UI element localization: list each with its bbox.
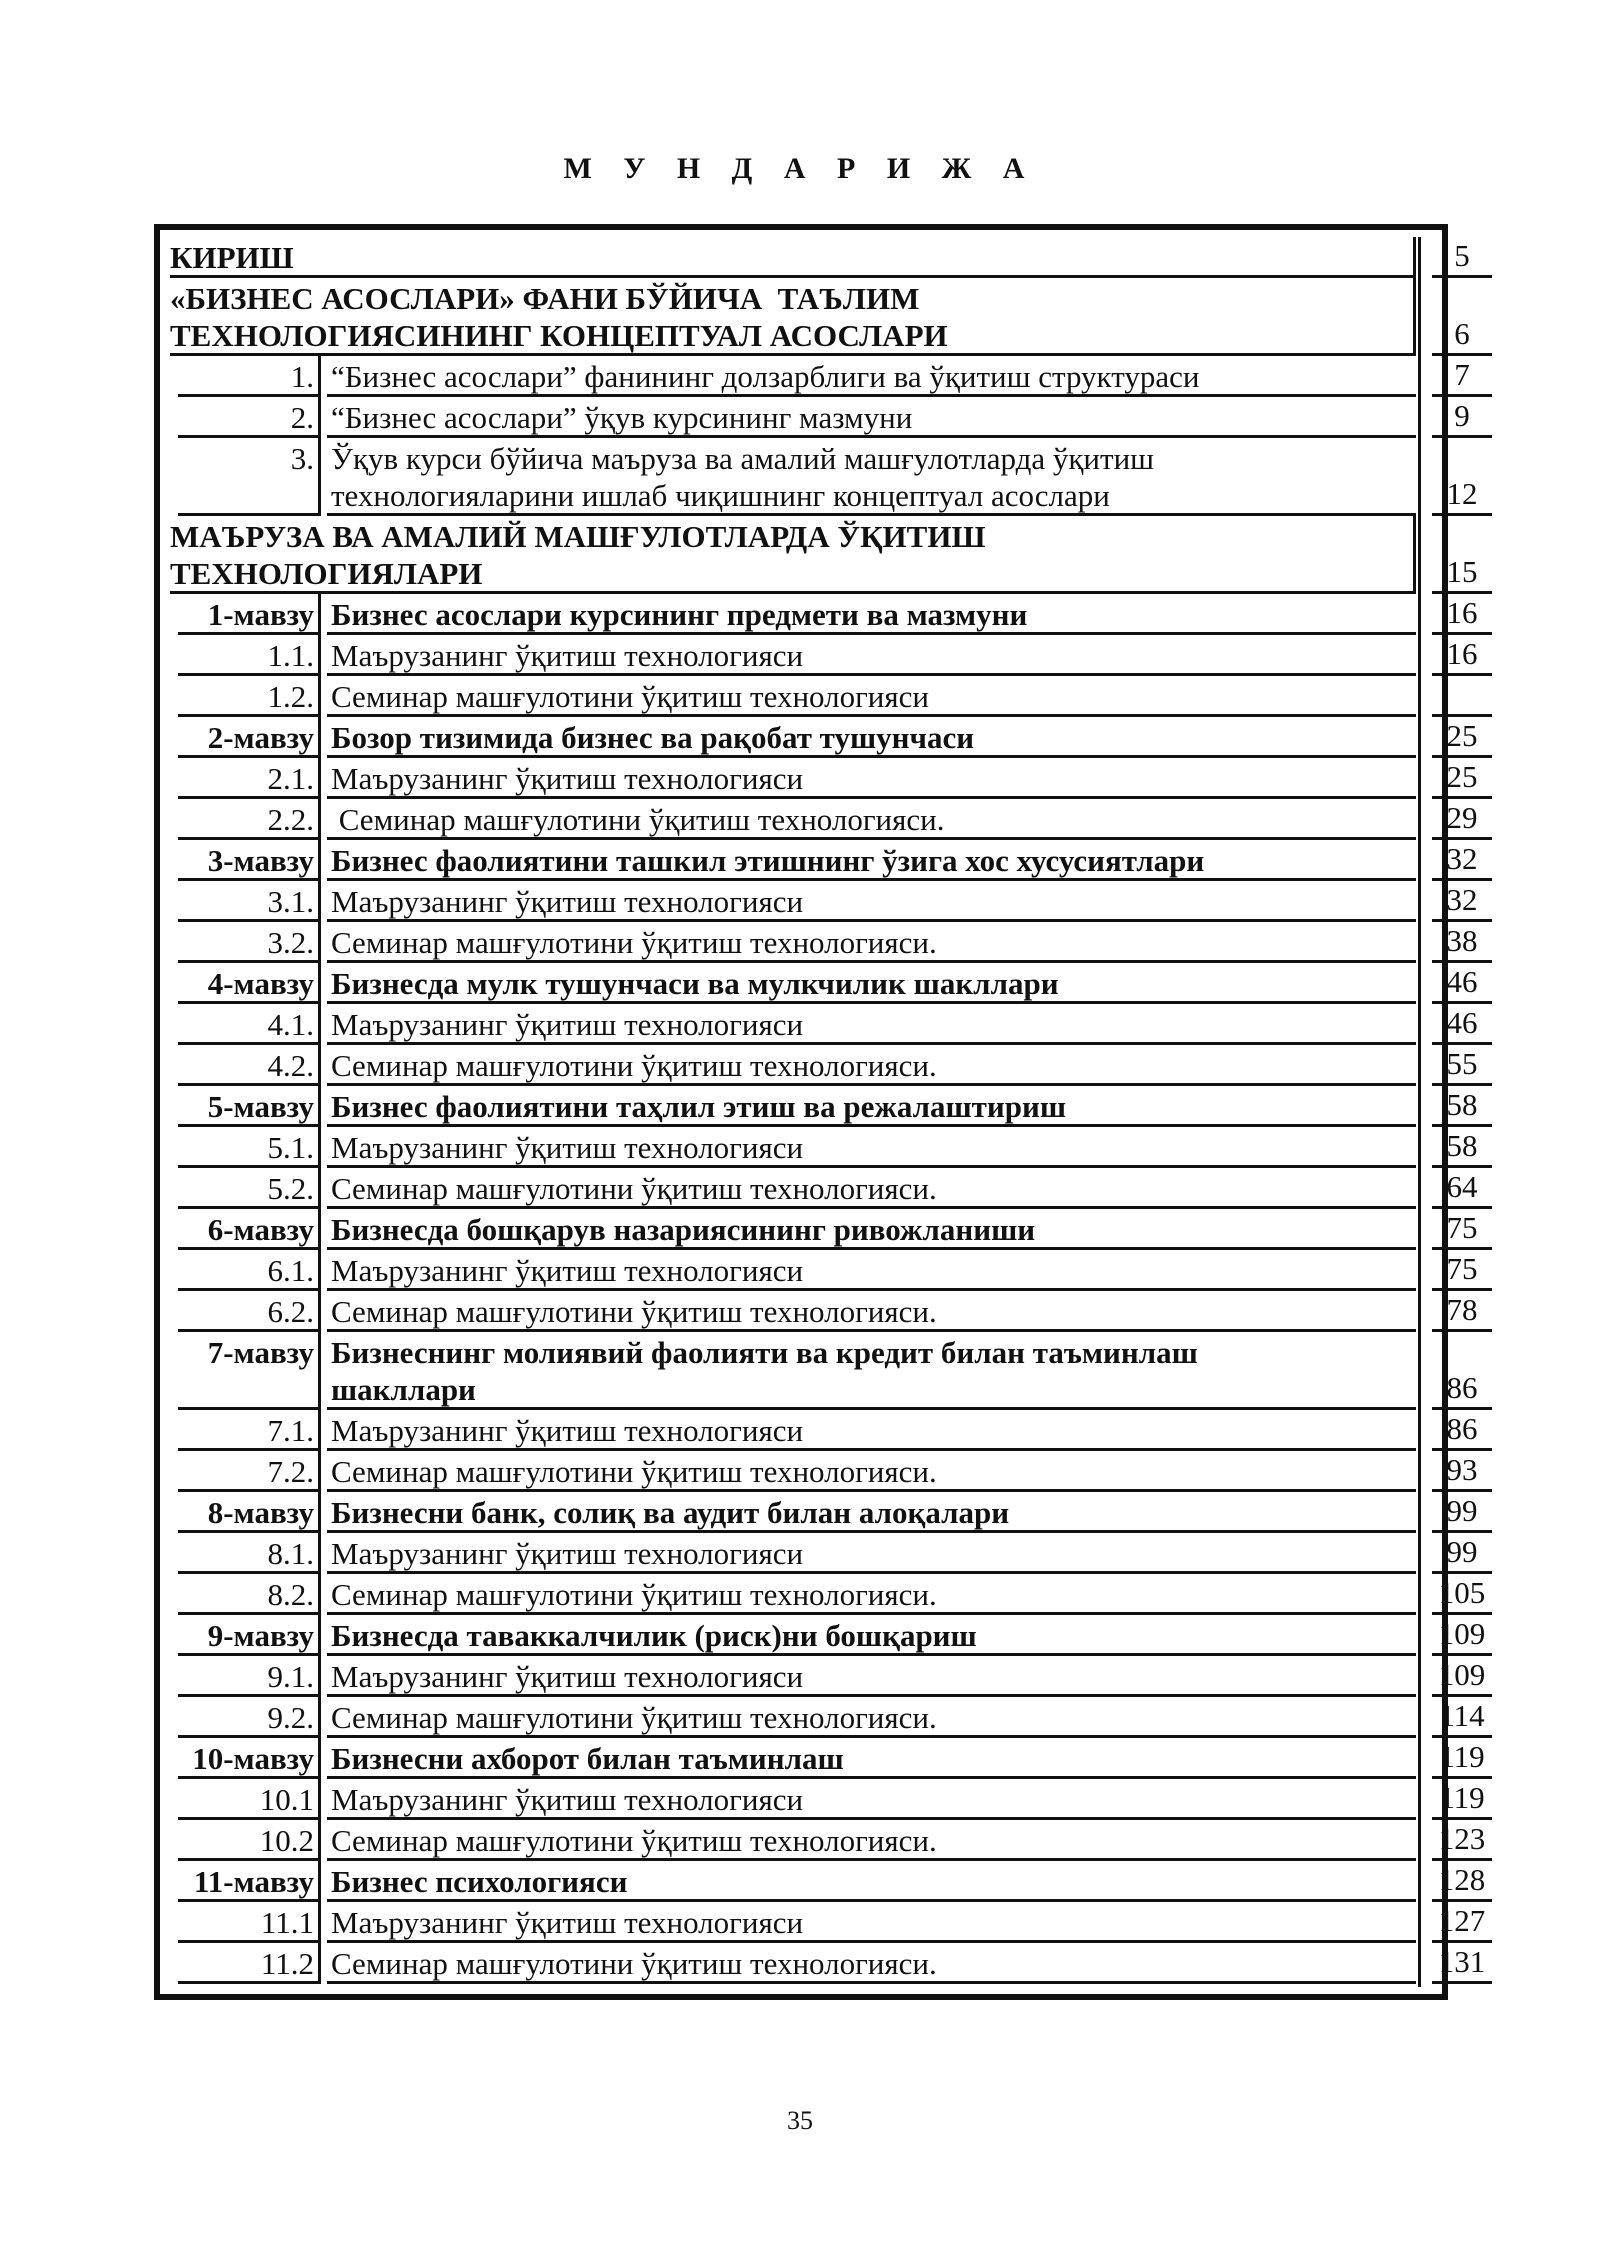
toc-entry-title bbox=[327, 799, 1416, 840]
toc-entry-page: 86 bbox=[1432, 1332, 1492, 1410]
toc-entry-title-line: Маърузанинг ўқитиш технологияси bbox=[331, 761, 804, 796]
toc-entry-title-line: Маърузанинг ўқитиш технологияси bbox=[331, 1007, 804, 1042]
toc-entry-page: 99 bbox=[1432, 1533, 1492, 1574]
toc-item-row bbox=[170, 1127, 1478, 1168]
toc-item-row bbox=[170, 1574, 1486, 1615]
toc-entry-title-line: “Бизнес асослари” ўқув курсининг мазмуни bbox=[331, 400, 913, 435]
toc-entry-number: 7.2. bbox=[178, 1451, 321, 1492]
toc-topic-row bbox=[170, 1738, 1485, 1779]
toc-entry-title-line: Ўқув курси бўйича маъруза ва амалий машғулотларда ўқитиш bbox=[331, 441, 1155, 476]
toc-entry-page: 7 bbox=[1432, 356, 1492, 397]
toc-entry-page: 86 bbox=[1432, 1410, 1492, 1451]
toc-entry-page: 46 bbox=[1432, 963, 1492, 1004]
toc-entry-title bbox=[327, 758, 1416, 799]
toc-entry-title-line: технологияларини ишлаб чиқишнинг концептуал асослари bbox=[331, 478, 1110, 513]
toc-entry-title bbox=[327, 717, 1416, 758]
toc-entry-number: 9-мавзу bbox=[178, 1615, 321, 1656]
toc-section-row bbox=[170, 278, 1470, 356]
toc-entry-title bbox=[170, 237, 1416, 278]
toc-entry-page: 123 bbox=[1432, 1820, 1492, 1861]
toc-entry-title bbox=[170, 278, 1416, 356]
toc-entry-title bbox=[327, 397, 1416, 438]
toc-section-row bbox=[170, 516, 1478, 594]
toc-entry-title bbox=[327, 1127, 1416, 1168]
toc-entry-title bbox=[327, 1779, 1416, 1820]
toc-entry-title bbox=[327, 1615, 1416, 1656]
toc-entry-page: 75 bbox=[1432, 1209, 1492, 1250]
toc-item-row bbox=[170, 1451, 1478, 1492]
toc-entry-title-line: Маърузанинг ўқитиш технологияси bbox=[331, 884, 804, 919]
toc-entry-title bbox=[327, 881, 1416, 922]
toc-entry-title bbox=[327, 1492, 1416, 1533]
toc-entry-title bbox=[327, 1209, 1416, 1250]
toc-entry-title bbox=[327, 438, 1416, 516]
toc-entry-title bbox=[327, 1861, 1416, 1902]
toc-entry-page: 15 bbox=[1432, 516, 1492, 594]
page-number: 35 bbox=[787, 2106, 813, 2135]
toc-item-row bbox=[170, 1410, 1478, 1451]
toc-item-row bbox=[170, 922, 1478, 963]
toc-entry-number: 2.2. bbox=[178, 799, 321, 840]
toc-entry-page: 127 bbox=[1432, 1902, 1492, 1943]
toc-entry-page: 99 bbox=[1432, 1492, 1492, 1533]
toc-entry-page: 6 bbox=[1432, 278, 1492, 356]
toc-entry-page: 75 bbox=[1432, 1250, 1492, 1291]
toc-item-row bbox=[170, 397, 1470, 438]
toc-topic-row bbox=[170, 1861, 1486, 1902]
toc-entry-title bbox=[327, 1451, 1416, 1492]
toc-entry-title-line: Маърузанинг ўқитиш технологияси bbox=[331, 1130, 804, 1165]
toc-table bbox=[170, 237, 1486, 1987]
toc-entry-page: 5 bbox=[1432, 237, 1492, 278]
toc-entry-number: 1. bbox=[178, 356, 321, 397]
toc-entry-title bbox=[327, 1902, 1416, 1943]
toc-entry-number: 8.1. bbox=[178, 1533, 321, 1574]
table-of-contents bbox=[154, 224, 1486, 2000]
toc-item-row bbox=[170, 1291, 1478, 1332]
toc-entry-page: 109 bbox=[1432, 1615, 1492, 1656]
toc-entry-number: 8.2. bbox=[178, 1574, 321, 1615]
toc-entry-page: 32 bbox=[1432, 881, 1492, 922]
toc-item-row bbox=[170, 799, 1478, 840]
toc-entry-number: 3.2. bbox=[178, 922, 321, 963]
toc-entry-title bbox=[327, 1332, 1416, 1410]
toc-entry-number: 4-мавзу bbox=[178, 963, 321, 1004]
toc-entry-title bbox=[327, 356, 1416, 397]
toc-entry-page: 78 bbox=[1432, 1291, 1492, 1332]
toc-entry-number: 3.1. bbox=[178, 881, 321, 922]
toc-entry-title-line: Семинар машғулотини ўқитиш технологияси. bbox=[331, 1700, 937, 1735]
toc-entry-page: 46 bbox=[1432, 1004, 1492, 1045]
toc-entry-page: 29 bbox=[1432, 799, 1492, 840]
toc-entry-title-line: Бизнесни ахборот билан таъминлаш bbox=[331, 1741, 844, 1776]
toc-entry-title bbox=[327, 1533, 1416, 1574]
toc-entry-title-line: Семинар машғулотини ўқитиш технологияси. bbox=[331, 1823, 937, 1858]
toc-entry-page: 58 bbox=[1432, 1086, 1492, 1127]
page-column-divider bbox=[1418, 237, 1421, 1987]
toc-entry-number: 10.1 bbox=[178, 1779, 321, 1820]
toc-entry-title-line: “Бизнес асослари” фанининг долзарблиги ва ўқитиш структураси bbox=[331, 359, 1200, 394]
toc-entry-title-line: шакллари bbox=[331, 1372, 476, 1407]
toc-entry-page: 128 bbox=[1432, 1861, 1492, 1902]
toc-entry-page bbox=[1432, 676, 1492, 717]
toc-entry-title-line: Маърузанинг ўқитиш технологияси bbox=[331, 638, 804, 673]
toc-entry-title-line: Маърузанинг ўқитиш технологияси bbox=[331, 1413, 804, 1448]
toc-entry-title-line: Бизнес фаолиятини ташкил этишнинг ўзига хос хусусиятлари bbox=[331, 843, 1205, 878]
toc-entry-title-line: Бизнес психологияси bbox=[331, 1864, 628, 1899]
toc-entry-title-line: Семинар машғулотини ўқитиш технологияси. bbox=[331, 1454, 937, 1489]
toc-entry-number: 9.1. bbox=[178, 1656, 321, 1697]
page-title: М У Н Д А Р И Ж А bbox=[563, 152, 1037, 185]
toc-entry-number: 6.1. bbox=[178, 1250, 321, 1291]
toc-entry-title bbox=[327, 1168, 1416, 1209]
toc-item-row bbox=[170, 881, 1478, 922]
toc-item-row bbox=[170, 635, 1478, 676]
toc-entry-title bbox=[327, 1943, 1416, 1984]
toc-entry-number: 8-мавзу bbox=[178, 1492, 321, 1533]
toc-entry-page: 25 bbox=[1432, 717, 1492, 758]
toc-entry-title-line: Бизнеснинг молиявий фаолияти ва кредит билан таъминлаш bbox=[331, 1335, 1198, 1370]
toc-entry-number: 11.1 bbox=[178, 1902, 321, 1943]
toc-entry-number: 6-мавзу bbox=[178, 1209, 321, 1250]
toc-entry-title bbox=[327, 840, 1416, 881]
toc-entry-title-line: Бозор тизимида бизнес ва рақобат тушунчаси bbox=[331, 720, 975, 755]
toc-entry-number: 7.1. bbox=[178, 1410, 321, 1451]
toc-item-row bbox=[170, 1820, 1486, 1861]
toc-entry-number: 1.1. bbox=[178, 635, 321, 676]
toc-item-row bbox=[170, 1533, 1478, 1574]
toc-entry-number: 4.2. bbox=[178, 1045, 321, 1086]
toc-entry-title-line: Маърузанинг ўқитиш технологияси bbox=[331, 1782, 804, 1817]
toc-item-row bbox=[170, 1697, 1485, 1738]
toc-entry-title-line: Бизнесда таваккалчилик (риск)ни бошқариш bbox=[331, 1618, 977, 1653]
toc-entry-title bbox=[327, 594, 1416, 635]
toc-entry-title-line: ТЕХНОЛОГИЯСИНИНГ КОНЦЕПТУАЛ АСОСЛАРИ bbox=[170, 318, 948, 353]
toc-entry-title-line: Бизнесни банк, солиқ ва аудит билан алоқалари bbox=[331, 1495, 1010, 1530]
toc-entry-number: 5.1. bbox=[178, 1127, 321, 1168]
toc-entry-page: 109 bbox=[1432, 1656, 1492, 1697]
toc-entry-number: 3-мавзу bbox=[178, 840, 321, 881]
toc-entry-title bbox=[327, 1250, 1416, 1291]
toc-entry-title-line: Бизнес асослари курсининг предмети ва мазмуни bbox=[331, 597, 1028, 632]
toc-entry-title bbox=[327, 1045, 1416, 1086]
toc-entry-number: 7-мавзу bbox=[178, 1332, 321, 1410]
toc-entry-title-line: Семинар машғулотини ўқитиш технологияси. bbox=[331, 1946, 937, 1981]
toc-item-row bbox=[170, 356, 1470, 397]
toc-entry-title-line: Семинар машғулотини ўқитиш технологияси. bbox=[331, 1048, 937, 1083]
toc-entry-page: 64 bbox=[1432, 1168, 1492, 1209]
toc-entry-title-line: ТЕХНОЛОГИЯЛАРИ bbox=[170, 556, 483, 591]
toc-entry-title bbox=[327, 1697, 1416, 1738]
toc-entry-number: 5-мавзу bbox=[178, 1086, 321, 1127]
toc-entry-title-line: МАЪРУЗА ВА АМАЛИЙ МАШҒУЛОТЛАРДА ЎҚИТИШ bbox=[170, 519, 986, 554]
toc-topic-row bbox=[170, 1209, 1478, 1250]
toc-entry-number: 4.1. bbox=[178, 1004, 321, 1045]
toc-entry-title bbox=[327, 635, 1416, 676]
toc-item-row bbox=[170, 1902, 1486, 1943]
toc-entry-title bbox=[327, 1004, 1416, 1045]
toc-entry-number: 11-мавзу bbox=[178, 1861, 321, 1902]
toc-entry-page: 105 bbox=[1432, 1574, 1492, 1615]
toc-item-row bbox=[170, 1250, 1478, 1291]
toc-entry-title-line: Маърузанинг ўқитиш технологияси bbox=[331, 1536, 804, 1571]
toc-entry-title bbox=[327, 1410, 1416, 1451]
toc-topic-row bbox=[170, 1492, 1478, 1533]
toc-entry-title-line: Семинар машғулотини ўқитиш технологияси. bbox=[331, 925, 937, 960]
toc-item-row bbox=[170, 1168, 1478, 1209]
toc-entry-title-line: Бизнесда бошқарув назариясининг ривожланиши bbox=[331, 1212, 1036, 1247]
toc-entry-title bbox=[327, 963, 1416, 1004]
toc-entry-page: 9 bbox=[1432, 397, 1492, 438]
toc-entry-title-line: Маърузанинг ўқитиш технологияси bbox=[331, 1905, 804, 1940]
toc-entry-number: 3. bbox=[178, 438, 321, 516]
toc-entry-number: 11.2 bbox=[178, 1943, 321, 1984]
toc-entry-title-line: Семинар машғулотини ўқитиш технологияси. bbox=[331, 1171, 937, 1206]
toc-entry-title-line: КИРИШ bbox=[170, 240, 294, 275]
toc-entry-number: 10-мавзу bbox=[178, 1738, 321, 1779]
toc-section-row bbox=[170, 237, 1470, 278]
toc-entry-page: 131 bbox=[1432, 1943, 1492, 1984]
toc-item-row bbox=[170, 758, 1478, 799]
toc-item-row bbox=[170, 438, 1478, 516]
toc-entry-number: 1.2. bbox=[178, 676, 321, 717]
toc-topic-row bbox=[170, 594, 1478, 635]
toc-entry-title bbox=[327, 1086, 1416, 1127]
toc-entry-page: 114 bbox=[1432, 1697, 1492, 1738]
toc-entry-page: 55 bbox=[1432, 1045, 1492, 1086]
toc-entry-title-line: Бизнесда мулк тушунчаси ва мулкчилик шакллари bbox=[331, 966, 1059, 1001]
toc-entry-title-line: Маърузанинг ўқитиш технологияси bbox=[331, 1253, 804, 1288]
toc-entry-title bbox=[327, 1738, 1416, 1779]
toc-entry-number: 1-мавзу bbox=[178, 594, 321, 635]
toc-entry-page: 25 bbox=[1432, 758, 1492, 799]
toc-entry-number: 2. bbox=[178, 397, 321, 438]
toc-entry-title bbox=[327, 1656, 1416, 1697]
toc-topic-row bbox=[170, 717, 1478, 758]
toc-topic-row bbox=[170, 963, 1478, 1004]
toc-item-row bbox=[170, 1943, 1486, 1984]
toc-item-row bbox=[170, 1779, 1485, 1820]
toc-entry-number: 2.1. bbox=[178, 758, 321, 799]
toc-entry-title bbox=[327, 676, 1416, 717]
toc-entry-number: 10.2 bbox=[178, 1820, 321, 1861]
toc-entry-page: 119 bbox=[1432, 1779, 1492, 1820]
toc-item-row bbox=[170, 1656, 1486, 1697]
toc-entry-page: 32 bbox=[1432, 840, 1492, 881]
toc-entry-title-line: Семинар машғулотини ўқитиш технологияси. bbox=[331, 802, 945, 837]
toc-topic-row bbox=[170, 1332, 1478, 1410]
toc-item-row bbox=[170, 1045, 1478, 1086]
toc-topic-row bbox=[170, 1086, 1478, 1127]
toc-entry-title-line: Бизнес фаолиятини таҳлил этиш ва режалаштириш bbox=[331, 1089, 1067, 1124]
toc-topic-row bbox=[170, 1615, 1486, 1656]
toc-entry-page: 16 bbox=[1432, 594, 1492, 635]
toc-entry-page: 16 bbox=[1432, 635, 1492, 676]
toc-entry-title-line: «БИЗНЕС АСОСЛАРИ» ФАНИ БЎЙИЧА ТАЪЛИМ bbox=[170, 281, 920, 316]
toc-entry-page: 119 bbox=[1432, 1738, 1492, 1779]
toc-entry-title bbox=[327, 922, 1416, 963]
toc-entry-title-line: Семинар машғулотини ўқитиш технологияси. bbox=[331, 1294, 937, 1329]
toc-entry-number: 6.2. bbox=[178, 1291, 321, 1332]
toc-entry-number: 9.2. bbox=[178, 1697, 321, 1738]
toc-entry-page: 12 bbox=[1432, 438, 1492, 516]
toc-entry-title-line: Семинар машғулотини ўқитиш технологияси bbox=[331, 679, 930, 714]
toc-item-row bbox=[170, 1004, 1478, 1045]
toc-entry-title bbox=[327, 1574, 1416, 1615]
toc-entry-page: 38 bbox=[1432, 922, 1492, 963]
toc-entry-page: 58 bbox=[1432, 1127, 1492, 1168]
toc-entry-title bbox=[170, 516, 1416, 594]
toc-entry-page: 93 bbox=[1432, 1451, 1492, 1492]
toc-entry-number: 5.2. bbox=[178, 1168, 321, 1209]
toc-entry-title bbox=[327, 1291, 1416, 1332]
toc-entry-title bbox=[327, 1820, 1416, 1861]
toc-entry-number: 2-мавзу bbox=[178, 717, 321, 758]
toc-topic-row bbox=[170, 840, 1478, 881]
toc-item-row bbox=[170, 676, 1432, 717]
toc-entry-title-line: Маърузанинг ўқитиш технологияси bbox=[331, 1659, 804, 1694]
toc-entry-title-line: Семинар машғулотини ўқитиш технологияси. bbox=[331, 1577, 937, 1612]
